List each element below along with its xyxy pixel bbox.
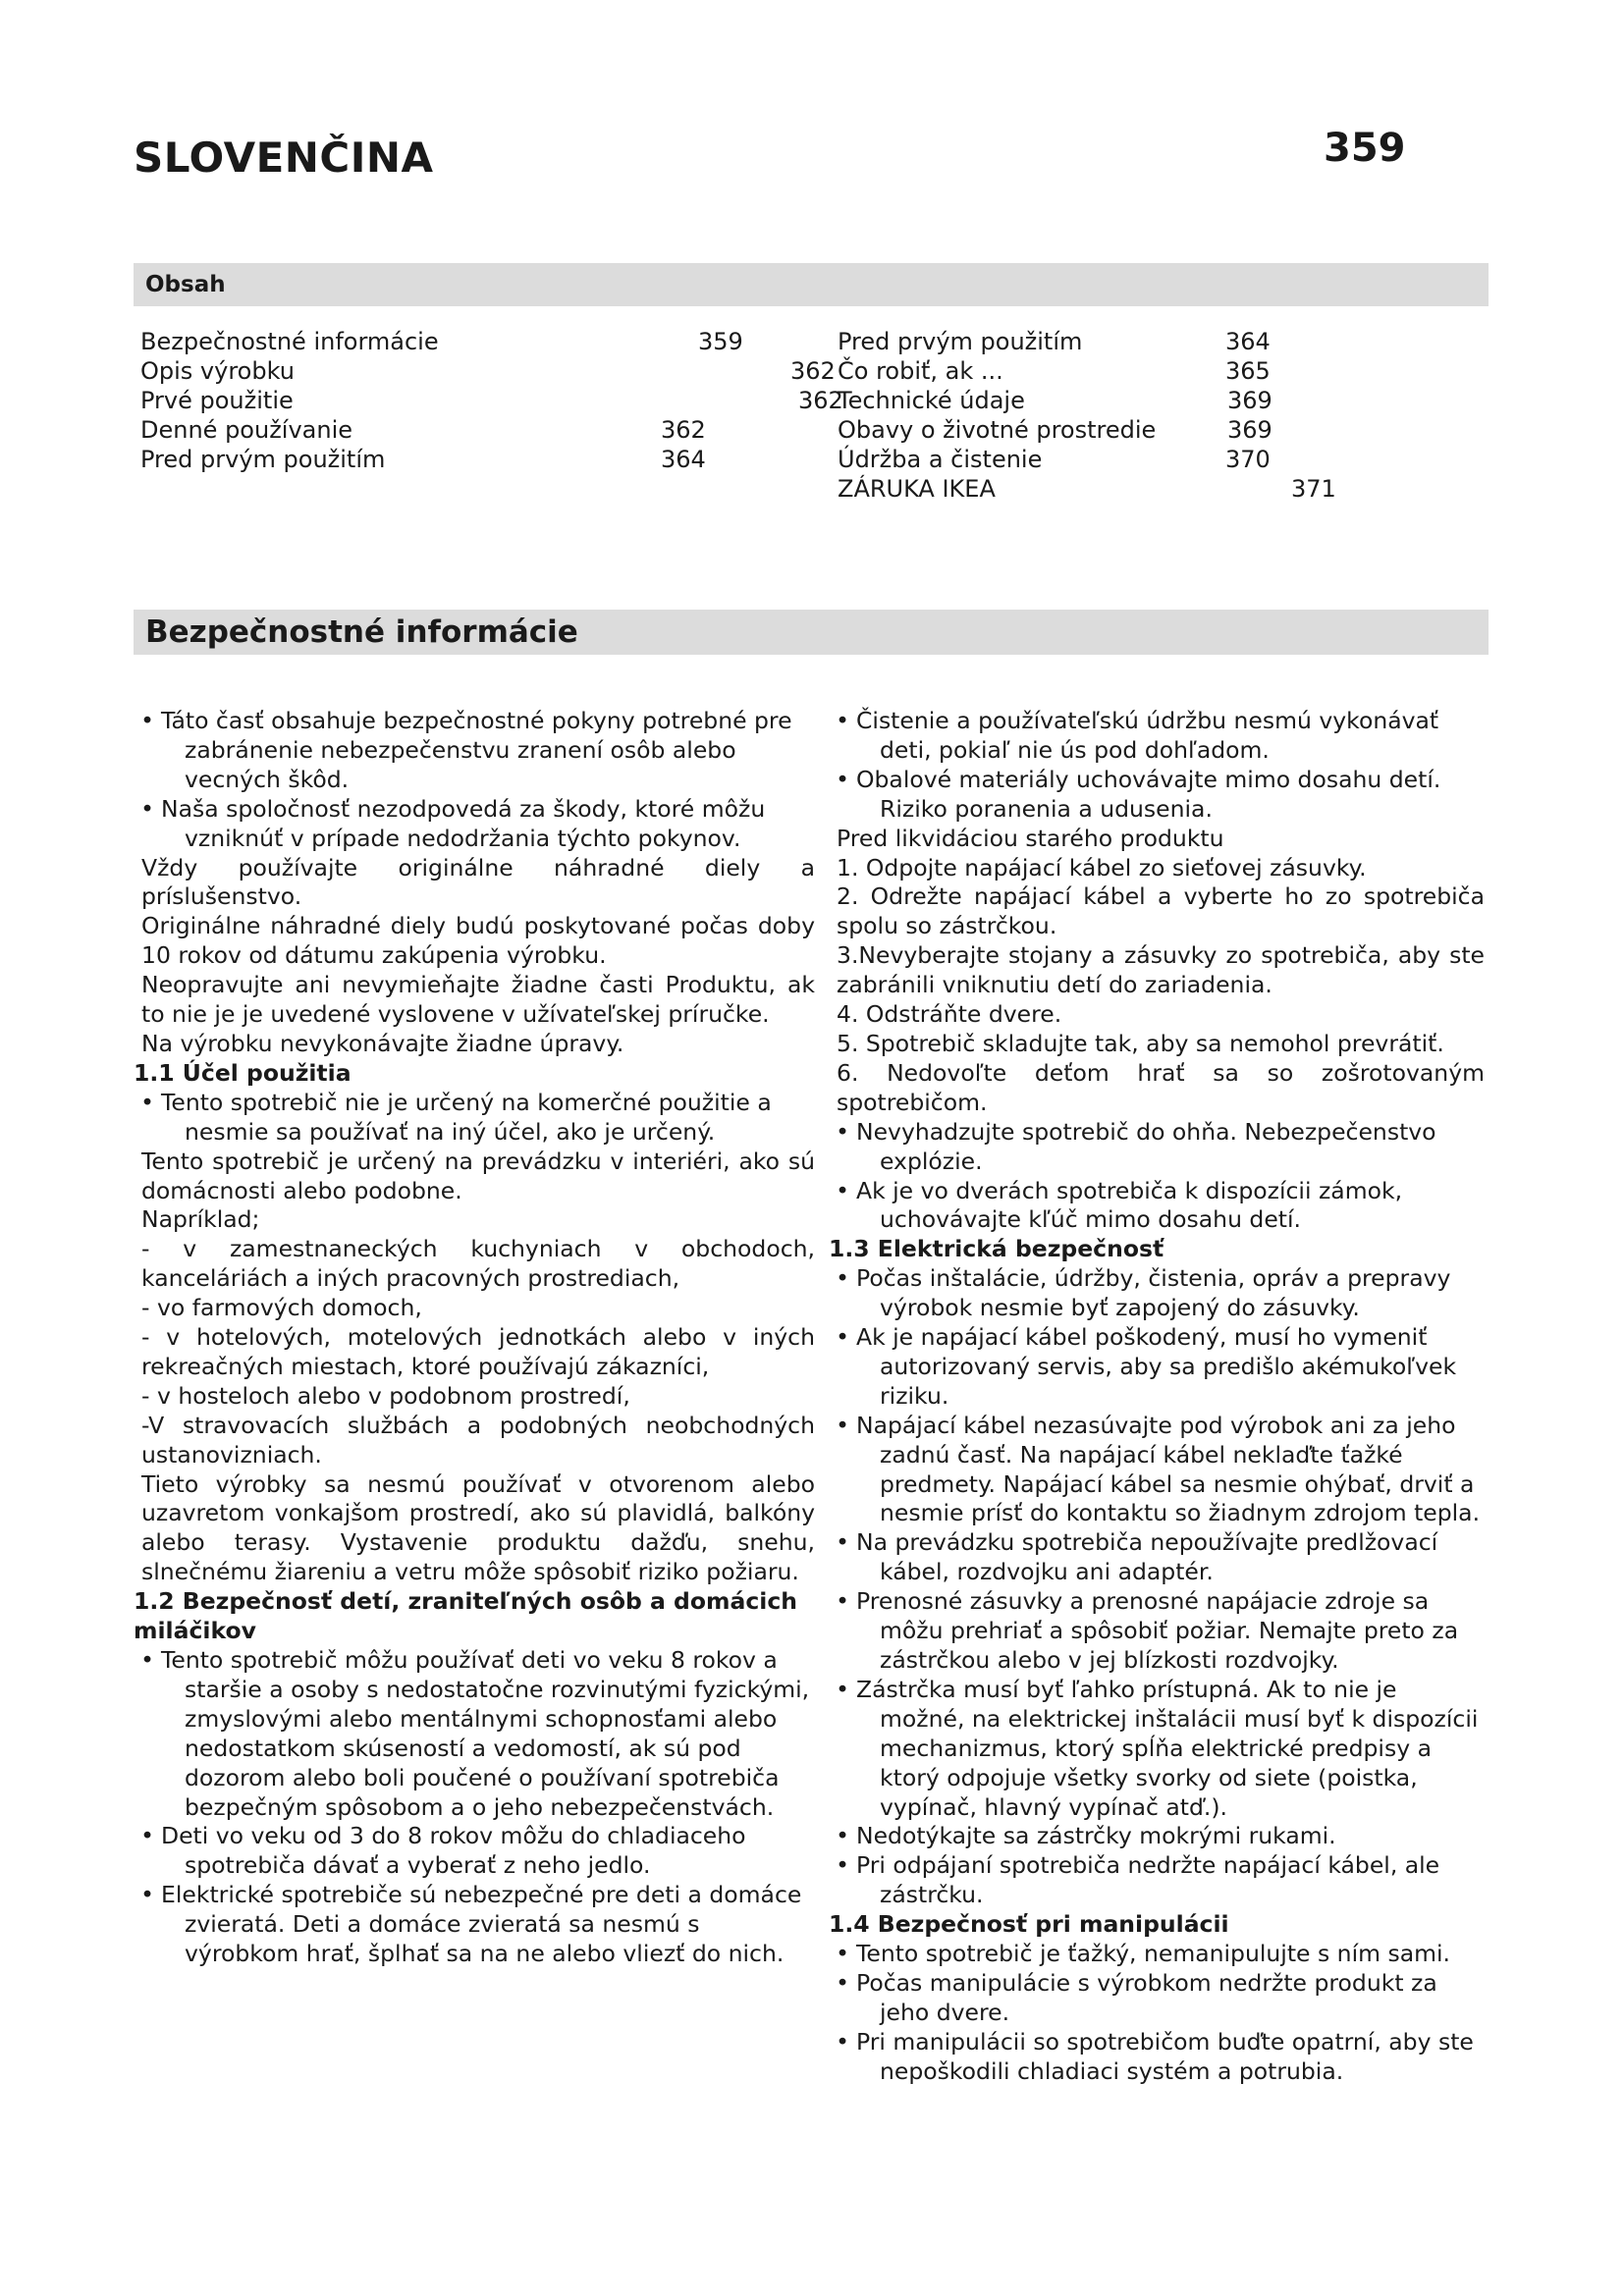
- section-heading: 1.3 Elektrická bezpečnosť: [829, 1235, 1164, 1263]
- toc-entry[interactable]: [838, 356, 1348, 386]
- paragraph: 3.Nevyberajte stojany a zásuvky zo spotrebiča, aby ste zabránili vniknutiu detí do zariadenia.: [837, 941, 1485, 999]
- bullet-item: [134, 795, 815, 854]
- toc-entry[interactable]: [838, 327, 1348, 356]
- toc-entry-label: Denné používanie: [140, 416, 353, 444]
- toc-entry-label: Údržba a čistenie: [838, 446, 1043, 473]
- toc-entry-page: 364: [661, 446, 706, 473]
- toc-entry-label: Čo robiť, ak ...: [838, 357, 1003, 385]
- paragraph: 6. Nedovoľte deťom hrať sa so zošrotovaným spotrebičom.: [837, 1058, 1485, 1116]
- bullet-text: Tento spotrebič je ťažký, nemanipulujte s ním sami.: [856, 1940, 1450, 1968]
- safety-title: Bezpečnostné informácie: [145, 614, 578, 650]
- paragraph: Tento spotrebič je určený na prevádzku v interiéri, ako sú domácnosti alebo podobne.: [141, 1147, 815, 1204]
- bullet-text: Pri odpájaní spotrebiča nedržte napájací kábel, ale zástrčku.: [856, 1851, 1440, 1909]
- bullet-item: [829, 1118, 1485, 1177]
- bullet-icon: •: [836, 1117, 849, 1146]
- bullet-text: Elektrické spotrebiče sú nebezpečné pre deti a domáce zvieratá. Deti a domáce zvieratá sa nesmú s výrobkom hrať, šplhať sa na ne alebo vliezť do nich.: [161, 1881, 802, 1968]
- paragraph: -V stravovacích službách a podobných neobchodných ustanovizniach.: [141, 1411, 815, 1468]
- bullet-item: [829, 707, 1485, 766]
- bullet-text: Čistenie a používateľskú údržbu nesmú vykonávať deti, pokiaľ nie ús pod dohľadom.: [856, 707, 1439, 764]
- bullet-icon: •: [836, 1323, 849, 1352]
- toc-entry-page: 365: [1225, 357, 1271, 385]
- bullet-text: Deti vo veku od 3 do 8 rokov môžu do chladiaceho spotrebiča dávať a vyberať z neho jedlo.: [161, 1822, 746, 1880]
- bullet-icon: •: [140, 707, 154, 734]
- paragraph: - v hosteloch alebo v podobnom prostredí,: [141, 1381, 630, 1410]
- bullet-item: [134, 1822, 815, 1881]
- toc-entry-page: 362: [661, 416, 706, 444]
- toc-entry-label: Obavy o životné prostredie: [838, 416, 1157, 444]
- safety-title-bar: [134, 610, 1489, 655]
- bullet-icon: •: [836, 1822, 849, 1850]
- bullet-icon: •: [836, 1411, 849, 1439]
- bullet-item: [134, 1881, 815, 1969]
- bullet-text: Na prevádzku spotrebiča nepoužívajte predlžovací kábel, rozdvojku ani adaptér.: [856, 1528, 1438, 1586]
- toc-entry-label: Pred prvým použitím: [140, 446, 386, 473]
- bullet-icon: •: [836, 1968, 849, 1997]
- paragraph: 1. Odpojte napájací kábel zo sieťovej zásuvky.: [837, 853, 1367, 881]
- bullet-icon: •: [836, 1176, 849, 1204]
- bullet-item: [829, 1587, 1485, 1676]
- bullet-item: [134, 707, 815, 795]
- bullet-text: Tento spotrebič môžu používať deti vo veku 8 rokov a staršie a osoby s nedostatočne rozvinutými fyzickými, zmyslovými alebo mentálnymi schopnosťami alebo nedostatkom skúseností a vedomostí, ak sú pod dozorom alebo boli poučené o používaní spotrebiča bezpečným spôsobom a o jeho nebezpečenstvách.: [161, 1646, 810, 1821]
- section-heading: 1.4 Bezpečnosť pri manipulácii: [829, 1910, 1229, 1939]
- toc-entry[interactable]: [140, 445, 749, 474]
- paragraph: Tieto výrobky sa nesmú používať v otvorenom alebo uzavretom vonkajšom prostredí, ako sú plavidlá, balkóny alebo terasy. Vystavenie produktu dažďu, snehu, slnečnému žiareniu a vetru môže spôsobiť riziko požiaru.: [141, 1469, 815, 1586]
- paragraph: 4. Odstráňte dvere.: [837, 1000, 1062, 1029]
- bullet-text: Zástrčka musí byť ľahko prístupná. Ak to nie je možné, na elektrickej inštalácii musí byť k dispozícii mechanizmus, ktorý spĺňa elektrické predpisy a ktorý odpojuje všetky svorky od siete (poistka, vypínač, hlavný vypínač atď.).: [856, 1675, 1479, 1821]
- bullet-text: Počas inštalácie, údržby, čistenia, opráv a prepravy výrobok nesmie byť zapojený do zásuvky.: [856, 1264, 1451, 1322]
- toc-entry-page: 369: [1227, 387, 1272, 414]
- bullet-item: [829, 1822, 1485, 1851]
- bullet-item: [829, 1177, 1485, 1236]
- bullet-item: [829, 1323, 1485, 1412]
- bullet-icon: •: [836, 1675, 849, 1703]
- bullet-item: [829, 1676, 1485, 1823]
- toc-entry-page: 370: [1225, 446, 1271, 473]
- toc-entry[interactable]: [838, 386, 1348, 415]
- bullet-icon: •: [836, 707, 849, 734]
- bullet-text: Naša spoločnosť nezodpovedá za škody, ktoré môžu vzniknúť v prípade nedodržania týchto pokynov.: [161, 794, 766, 852]
- bullet-text: Obalové materiály uchovávajte mimo dosahu detí. Riziko poranenia a udusenia.: [856, 765, 1441, 823]
- paragraph: - v hotelových, motelových jednotkách alebo v iných rekreačných miestach, ktoré používajú zákazníci,: [141, 1323, 815, 1380]
- page-number: 359: [1324, 126, 1406, 171]
- toc-entry-label: ZÁRUKA IKEA: [838, 475, 996, 503]
- bullet-text: Prenosné zásuvky a prenosné napájacie zdroje sa môžu prehriať a spôsobiť požiar. Nemajte preto za zástrčkou alebo v jej blízkosti rozdvojky.: [856, 1587, 1459, 1674]
- section-heading: 1.1 Účel použitia: [134, 1058, 352, 1087]
- bullet-text: Táto časť obsahuje bezpečnostné pokyny potrebné pre zabránenie nebezpečenstvu zranení osôb alebo vecných škôd.: [161, 707, 792, 793]
- bullet-text: Nedotýkajte sa zástrčky mokrými rukami.: [856, 1822, 1336, 1850]
- bullet-icon: •: [140, 794, 154, 823]
- safety-column-right: [829, 707, 1485, 2087]
- toc-entry-label: Bezpečnostné informácie: [140, 328, 439, 355]
- paragraph: Originálne náhradné diely budú poskytované počas doby 10 rokov od dátumu zakúpenia výrobku.: [141, 912, 815, 970]
- bullet-icon: •: [140, 1088, 154, 1116]
- bullet-text: Nevyhadzujte spotrebič do ohňa. Nebezpečenstvo explózie.: [856, 1117, 1436, 1175]
- bullet-item: [829, 1940, 1485, 1969]
- bullet-icon: •: [836, 1528, 849, 1557]
- paragraph: Neopravujte ani nevymieňajte žiadne časti Produktu, ak to nie je je uvedené vyslovene v užívateľskej príručke.: [141, 971, 815, 1029]
- bullet-text: Ak je vo dverách spotrebiča k dispozícii zámok, uchovávajte kľúč mimo dosahu detí.: [856, 1176, 1403, 1234]
- bullet-item: [829, 1851, 1485, 1910]
- bullet-item: [134, 1646, 815, 1822]
- bullet-text: Tento spotrebič nie je určený na komerčné použitie a nesmie sa používať na iný účel, ako je určený.: [161, 1088, 772, 1146]
- section-heading: 1.2 Bezpečnosť detí, zraniteľných osôb a domácich miláčikov: [134, 1587, 797, 1645]
- toc-entry-page: 364: [1225, 328, 1271, 355]
- toc-entry[interactable]: [140, 386, 847, 415]
- bullet-icon: •: [140, 1646, 154, 1674]
- bullet-item: [829, 1528, 1485, 1587]
- paragraph: - v zamestnaneckých kuchyniach v obchodoch, kanceláriách a iných pracovných prostrediach,: [141, 1235, 815, 1293]
- toc-entry[interactable]: [838, 445, 1348, 474]
- toc-entry-label: Prvé použitie: [140, 387, 294, 414]
- bullet-icon: •: [836, 1940, 849, 1968]
- bullet-text: Počas manipulácie s výrobkom nedržte produkt za jeho dvere.: [856, 1968, 1437, 2026]
- toc-entry-page: 359: [698, 328, 743, 355]
- toc-title: Obsah: [145, 272, 226, 297]
- toc-entry-label: Opis výrobku: [140, 357, 295, 385]
- toc-entry[interactable]: [838, 415, 1348, 445]
- toc-entry[interactable]: [140, 356, 847, 386]
- bullet-item: [829, 1412, 1485, 1529]
- bullet-icon: •: [836, 765, 849, 793]
- bullet-text: Ak je napájací kábel poškodený, musí ho vymeniť autorizovaný servis, aby sa predišlo akémukoľvek riziku.: [856, 1323, 1457, 1410]
- toc-entry[interactable]: [838, 474, 1348, 504]
- paragraph: Na výrobku nevykonávajte žiadne úpravy.: [141, 1029, 624, 1057]
- bullet-icon: •: [836, 1264, 849, 1293]
- bullet-icon: •: [140, 1822, 154, 1850]
- toc-entry-label: Pred prvým použitím: [838, 328, 1083, 355]
- bullet-icon: •: [836, 1587, 849, 1616]
- toc-entry-page: 362: [798, 387, 843, 414]
- paragraph: - vo farmových domoch,: [141, 1294, 422, 1322]
- paragraph: 2. Odrežte napájací kábel a vyberte ho zo spotrebiča spolu so zástrčkou.: [837, 882, 1485, 940]
- bullet-item: [829, 1969, 1485, 2028]
- toc-entry-page: 371: [1291, 475, 1336, 503]
- toc-entry-page: 362: [790, 357, 836, 385]
- bullet-item: [829, 766, 1485, 825]
- bullet-item: [134, 1089, 815, 1148]
- paragraph: 5. Spotrebič skladujte tak, aby sa nemohol prevrátiť.: [837, 1029, 1444, 1057]
- bullet-icon: •: [836, 2027, 849, 2056]
- bullet-text: Napájací kábel nezasúvajte pod výrobok ani za jeho zadnú časť. Na napájací kábel neklaďte ťažké predmety. Napájací kábel sa nesmie ohýbať, drviť a nesmie prísť do kontaktu so žiadnym zdrojom tepla.: [856, 1411, 1481, 1527]
- toc-entry[interactable]: [140, 415, 749, 445]
- toc-entry[interactable]: [140, 327, 749, 356]
- bullet-icon: •: [836, 1851, 849, 1880]
- bullet-item: [829, 1264, 1485, 1323]
- bullet-item: [829, 2028, 1485, 2087]
- paragraph: Napríklad;: [141, 1205, 260, 1234]
- toc-title-bar: [134, 263, 1489, 306]
- safety-column-left: [134, 707, 815, 1969]
- paragraph: Vždy používajte originálne náhradné diely a príslušenstvo.: [141, 853, 815, 911]
- toc-entry-label: Technické údaje: [838, 387, 1025, 414]
- bullet-text: Pri manipulácii so spotrebičom buďte opatrní, aby ste nepoškodili chladiaci systém a potrubia.: [856, 2027, 1474, 2085]
- toc-entry-page: 369: [1227, 416, 1272, 444]
- language-title: SLOVENČINA: [134, 133, 434, 182]
- paragraph: Pred likvidáciou starého produktu: [837, 824, 1224, 852]
- bullet-icon: •: [140, 1881, 154, 1909]
